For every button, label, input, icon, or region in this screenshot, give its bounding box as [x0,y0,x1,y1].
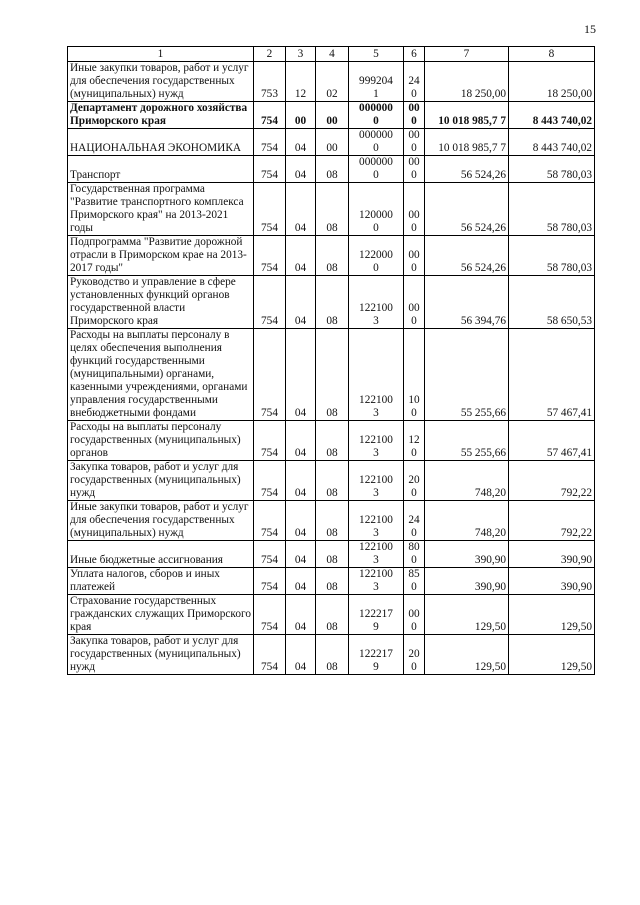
subsection-code-cell: 08 [316,156,349,183]
amount-year1-cell: 18 250,00 [425,62,509,102]
subsection-code-cell: 08 [316,236,349,276]
code-line: 120000 [359,209,393,221]
section-code-cell: 04 [286,236,316,276]
code-line: 0 [411,169,417,181]
row-name-cell: Иные бюджетные ассигнования [68,541,254,568]
target-article-cell [349,568,404,595]
section-code-cell: 04 [286,329,316,421]
table-row [68,102,595,129]
code-line: 0 [411,447,417,459]
code-line: 20 [408,648,420,660]
target-article-cell [349,236,404,276]
target-article-cell [349,501,404,541]
target-article-cell [349,129,404,156]
table-row [68,236,595,276]
amount-year1-cell: 390,90 [425,568,509,595]
ministry-code-cell: 754 [254,568,286,595]
row-name-cell: Транспорт [68,156,254,183]
code-line: 20 [408,474,420,486]
column-header: 6 [404,47,425,62]
code-line: 00 [408,249,420,261]
expense-type-cell [404,276,425,329]
code-line: 122100 [359,474,393,486]
code-line: 0 [411,581,417,593]
target-article-cell [349,156,404,183]
subsection-code-cell: 08 [316,461,349,501]
section-code-cell: 04 [286,541,316,568]
table-row [68,501,595,541]
row-name-cell: Страхование государственных гражданских служащих Приморского края [68,595,254,635]
code-line: 0 [373,142,379,154]
expense-type-cell [404,183,425,236]
amount-year2-cell: 792,22 [509,501,595,541]
target-article-cell [349,635,404,675]
code-line: 9 [373,621,379,633]
code-line: 122100 [359,394,393,406]
code-line: 3 [373,487,379,499]
section-code-cell: 12 [286,62,316,102]
table-row [68,568,595,595]
ministry-code-cell: 754 [254,461,286,501]
code-line: 0 [411,142,417,154]
subsection-code-cell: 00 [316,129,349,156]
target-article-cell [349,595,404,635]
section-code-cell: 04 [286,595,316,635]
section-code-cell: 00 [286,102,316,129]
subsection-code-cell: 08 [316,183,349,236]
amount-year1-cell: 56 394,76 [425,276,509,329]
ministry-code-cell: 754 [254,156,286,183]
section-code-cell: 04 [286,568,316,595]
code-line: 3 [373,527,379,539]
target-article-cell [349,276,404,329]
code-line: 0 [411,621,417,633]
code-line: 0 [373,169,379,181]
subsection-code-cell: 08 [316,635,349,675]
target-article-cell [349,421,404,461]
table-row [68,62,595,102]
amount-year2-cell: 58 780,03 [509,183,595,236]
column-header: 2 [254,47,286,62]
row-name-cell: Иные закупки товаров, работ и услуг для обеспечения государственных (муниципальных) нужд [68,62,254,102]
column-header: 5 [349,47,404,62]
table-row [68,329,595,421]
code-line: 12 [408,434,420,446]
code-line: 80 [408,541,420,553]
subsection-code-cell: 08 [316,329,349,421]
table-row [68,541,595,568]
code-line: 0 [411,88,417,100]
code-line: 000000 [359,156,393,168]
ministry-code-cell: 754 [254,183,286,236]
amount-year2-cell: 390,90 [509,541,595,568]
code-line: 999204 [359,75,393,87]
expense-type-cell [404,501,425,541]
section-code-cell: 04 [286,501,316,541]
subsection-code-cell: 08 [316,541,349,568]
target-article-cell [349,541,404,568]
amount-year2-cell: 390,90 [509,568,595,595]
ministry-code-cell: 754 [254,635,286,675]
expense-type-cell [404,541,425,568]
ministry-code-cell: 754 [254,129,286,156]
code-line: 0 [411,222,417,234]
code-line: 1 [373,88,379,100]
amount-year1-cell: 55 255,66 [425,421,509,461]
amount-year2-cell: 57 467,41 [509,329,595,421]
amount-year2-cell: 58 650,53 [509,276,595,329]
row-name-cell: Руководство и управление в сфере установленных функций органов государственной власти Приморского края [68,276,254,329]
ministry-code-cell: 754 [254,595,286,635]
code-line: 00 [408,302,420,314]
row-name-cell: Закупка товаров, работ и услуг для государственных (муниципальных) нужд [68,635,254,675]
amount-year2-cell: 8 443 740,02 [509,129,595,156]
subsection-code-cell: 02 [316,62,349,102]
column-header: 7 [425,47,509,62]
amount-year2-cell: 129,50 [509,595,595,635]
column-header: 3 [286,47,316,62]
column-header: 4 [316,47,349,62]
code-line: 0 [411,527,417,539]
section-code-cell: 04 [286,183,316,236]
amount-year2-cell: 58 780,03 [509,236,595,276]
code-line: 10 [408,394,420,406]
budget-table [67,46,595,675]
code-line: 0 [373,262,379,274]
expense-type-cell [404,568,425,595]
amount-year1-cell: 56 524,26 [425,236,509,276]
amount-year1-cell: 10 018 985,7 7 [425,129,509,156]
code-line: 00 [408,608,420,620]
subsection-code-cell: 08 [316,276,349,329]
code-line: 00 [408,102,420,114]
section-code-cell: 04 [286,156,316,183]
target-article-cell [349,329,404,421]
code-line: 0 [411,407,417,419]
subsection-code-cell: 08 [316,421,349,461]
row-name-cell: Расходы на выплаты персоналу в целях обеспечения выполнения функций государственными (муниципальными) органами, казенными учреждениями, органами управления государственными внебюджетными фондами [68,329,254,421]
subsection-code-cell: 08 [316,595,349,635]
amount-year1-cell: 129,50 [425,595,509,635]
code-line: 122217 [359,648,393,660]
target-article-cell [349,62,404,102]
row-name-cell: Расходы на выплаты персоналу государственных (муниципальных) органов [68,421,254,461]
code-line: 3 [373,315,379,327]
expense-type-cell [404,421,425,461]
code-line: 122217 [359,608,393,620]
amount-year2-cell: 58 780,03 [509,156,595,183]
code-line: 00 [408,209,420,221]
code-line: 0 [411,262,417,274]
table-row [68,276,595,329]
table-row [68,635,595,675]
expense-type-cell [404,102,425,129]
column-header: 8 [509,47,595,62]
subsection-code-cell: 08 [316,501,349,541]
section-code-cell: 04 [286,421,316,461]
row-name-cell: Уплата налогов, сборов и иных платежей [68,568,254,595]
section-code-cell: 04 [286,461,316,501]
amount-year1-cell: 56 524,26 [425,156,509,183]
amount-year2-cell: 18 250,00 [509,62,595,102]
amount-year1-cell: 56 524,26 [425,183,509,236]
column-header: 1 [68,47,254,62]
row-name-cell: Подпрограмма "Развитие дорожной отрасли в Приморском крае на 2013-2017 годы" [68,236,254,276]
expense-type-cell [404,62,425,102]
ministry-code-cell: 754 [254,329,286,421]
code-line: 3 [373,554,379,566]
amount-year2-cell: 57 467,41 [509,421,595,461]
expense-type-cell [404,236,425,276]
amount-year2-cell: 129,50 [509,635,595,675]
code-line: 122100 [359,541,393,553]
code-line: 122100 [359,568,393,580]
row-name-cell: Иные закупки товаров, работ и услуг для обеспечения государственных (муниципальных) нужд [68,501,254,541]
section-code-cell: 04 [286,129,316,156]
row-name-cell: Государственная программа "Развитие транспортного комплекса Приморского края" на 2013-2021 годы [68,183,254,236]
ministry-code-cell: 754 [254,421,286,461]
ministry-code-cell: 754 [254,541,286,568]
code-line: 0 [411,661,417,673]
expense-type-cell [404,129,425,156]
code-line: 85 [408,568,420,580]
amount-year1-cell: 10 018 985,7 7 [425,102,509,129]
subsection-code-cell: 00 [316,102,349,129]
ministry-code-cell: 754 [254,501,286,541]
code-line: 000000 [359,129,393,141]
code-line: 122100 [359,434,393,446]
table-row [68,595,595,635]
code-line: 3 [373,447,379,459]
row-name-cell: Департамент дорожного хозяйства Приморского края [68,102,254,129]
page-number: 15 [584,22,596,36]
ministry-code-cell: 754 [254,236,286,276]
code-line: 122000 [359,249,393,261]
ministry-code-cell: 753 [254,62,286,102]
target-article-cell [349,183,404,236]
section-code-cell: 04 [286,276,316,329]
row-name-cell: НАЦИОНАЛЬНАЯ ЭКОНОМИКА [68,129,254,156]
table-row [68,461,595,501]
row-name-cell: Закупка товаров, работ и услуг для государственных (муниципальных) нужд [68,461,254,501]
header-row [68,47,595,62]
amount-year2-cell: 8 443 740,02 [509,102,595,129]
code-line: 00 [408,156,420,168]
code-line: 3 [373,581,379,593]
target-article-cell [349,102,404,129]
code-line: 9 [373,661,379,673]
amount-year2-cell: 792,22 [509,461,595,501]
code-line: 24 [408,75,420,87]
code-line: 0 [411,554,417,566]
code-line: 0 [411,115,417,127]
expense-type-cell [404,635,425,675]
code-line: 122100 [359,514,393,526]
table-row [68,421,595,461]
amount-year1-cell: 390,90 [425,541,509,568]
expense-type-cell [404,461,425,501]
amount-year1-cell: 748,20 [425,461,509,501]
code-line: 000000 [359,102,393,114]
code-line: 0 [411,315,417,327]
table-row [68,129,595,156]
amount-year1-cell: 129,50 [425,635,509,675]
table-row [68,183,595,236]
code-line: 0 [411,487,417,499]
code-line: 0 [373,222,379,234]
expense-type-cell [404,329,425,421]
ministry-code-cell: 754 [254,276,286,329]
ministry-code-cell: 754 [254,102,286,129]
expense-type-cell [404,156,425,183]
expense-type-cell [404,595,425,635]
code-line: 0 [373,115,379,127]
amount-year1-cell: 55 255,66 [425,329,509,421]
code-line: 3 [373,407,379,419]
code-line: 24 [408,514,420,526]
table-row [68,156,595,183]
subsection-code-cell: 08 [316,568,349,595]
code-line: 00 [408,129,420,141]
section-code-cell: 04 [286,635,316,675]
target-article-cell [349,461,404,501]
code-line: 122100 [359,302,393,314]
amount-year1-cell: 748,20 [425,501,509,541]
